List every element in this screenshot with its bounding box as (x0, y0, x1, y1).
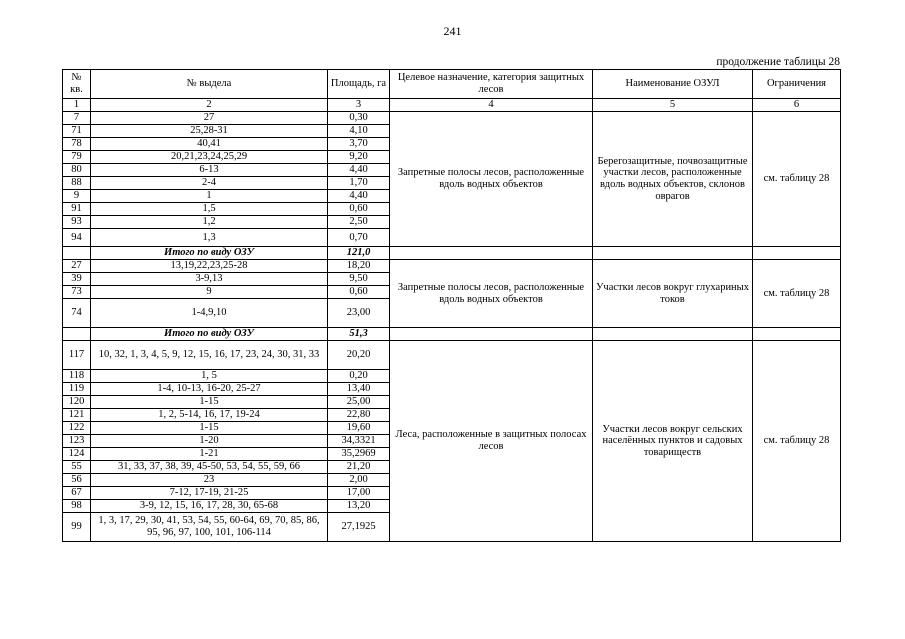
kv-cell: 122 (63, 422, 91, 435)
area-cell: 0,70 (328, 229, 390, 247)
total-row (63, 328, 841, 341)
area-cell: 4,40 (328, 164, 390, 177)
column-number-row (63, 99, 841, 112)
header-cell: № кв. (63, 70, 91, 99)
column-number: 6 (753, 99, 841, 112)
kv-cell: 80 (63, 164, 91, 177)
kv-cell: 73 (63, 286, 91, 299)
vydel-cell: 31, 33, 37, 38, 39, 45-50, 53, 54, 55, 59, 66 (91, 461, 328, 474)
total-value: 121,0 (328, 247, 390, 260)
total-label: Итого по виду ОЗУ (91, 328, 328, 341)
empty-cell (753, 247, 841, 260)
area-cell: 34,3321 (328, 435, 390, 448)
area-cell: 13,20 (328, 500, 390, 513)
vydel-cell: 3-9, 12, 15, 16, 17, 28, 30, 65-68 (91, 500, 328, 513)
area-cell: 0,30 (328, 112, 390, 125)
restriction-cell: см. таблицу 28 (753, 341, 841, 542)
kv-cell: 39 (63, 273, 91, 286)
header-cell: Ограничения (753, 70, 841, 99)
total-label: Итого по виду ОЗУ (91, 247, 328, 260)
empty-cell (63, 328, 91, 341)
area-cell: 0,60 (328, 286, 390, 299)
vydel-cell: 1-15 (91, 422, 328, 435)
kv-cell: 119 (63, 383, 91, 396)
purpose-cell: Запретные полосы лесов, расположенные вдоль водных объектов (390, 260, 593, 328)
kv-cell: 121 (63, 409, 91, 422)
area-cell: 23,00 (328, 299, 390, 328)
area-cell: 9,50 (328, 273, 390, 286)
kv-cell: 124 (63, 448, 91, 461)
area-cell: 3,70 (328, 138, 390, 151)
vydel-cell: 7-12, 17-19, 21-25 (91, 487, 328, 500)
kv-cell: 91 (63, 203, 91, 216)
vydel-cell: 1-4,9,10 (91, 299, 328, 328)
kv-cell: 7 (63, 112, 91, 125)
area-cell: 17,00 (328, 487, 390, 500)
total-row (63, 247, 841, 260)
kv-cell: 117 (63, 341, 91, 370)
kv-cell: 55 (63, 461, 91, 474)
kv-cell: 74 (63, 299, 91, 328)
area-cell: 13,40 (328, 383, 390, 396)
vydel-cell: 1, 5 (91, 370, 328, 383)
vydel-cell: 1-15 (91, 396, 328, 409)
header-cell: Площадь, га (328, 70, 390, 99)
empty-cell (390, 247, 593, 260)
table-continuation-note: продолжение таблицы 28 (716, 56, 840, 68)
kv-cell: 98 (63, 500, 91, 513)
vydel-cell: 1,5 (91, 203, 328, 216)
column-number: 4 (390, 99, 593, 112)
column-number: 1 (63, 99, 91, 112)
vydel-cell: 10, 32, 1, 3, 4, 5, 9, 12, 15, 16, 17, 23, 24, 30, 31, 33 (91, 341, 328, 370)
kv-cell: 9 (63, 190, 91, 203)
area-cell: 1,70 (328, 177, 390, 190)
ozul-cell: Берегозащитные, почвозащитные участки лесов, расположенные вдоль водных объектов, склонов оврагов (593, 112, 753, 247)
header-cell: Целевое назначение, категория защитных лесов (390, 70, 593, 99)
area-cell: 4,10 (328, 125, 390, 138)
restriction-cell: см. таблицу 28 (753, 112, 841, 247)
kv-cell: 56 (63, 474, 91, 487)
vydel-cell: 27 (91, 112, 328, 125)
vydel-cell: 1-21 (91, 448, 328, 461)
kv-cell: 94 (63, 229, 91, 247)
vydel-cell: 9 (91, 286, 328, 299)
area-cell: 4,40 (328, 190, 390, 203)
vydel-cell: 2-4 (91, 177, 328, 190)
area-cell: 0,60 (328, 203, 390, 216)
column-number: 5 (593, 99, 753, 112)
vydel-cell: 25,28-31 (91, 125, 328, 138)
vydel-cell: 1-20 (91, 435, 328, 448)
empty-cell (753, 328, 841, 341)
area-cell: 20,20 (328, 341, 390, 370)
kv-cell: 79 (63, 151, 91, 164)
area-cell: 2,50 (328, 216, 390, 229)
ozul-cell: Участки лесов вокруг глухариных токов (593, 260, 753, 328)
area-cell: 21,20 (328, 461, 390, 474)
area-cell: 22,80 (328, 409, 390, 422)
area-cell: 35,2969 (328, 448, 390, 461)
kv-cell: 88 (63, 177, 91, 190)
vydel-cell: 1, 3, 17, 29, 30, 41, 53, 54, 55, 60-64, 69, 70, 85, 86, 95, 96, 97, 100, 101, 106-114 (91, 513, 328, 542)
forest-table (62, 69, 841, 542)
empty-cell (63, 247, 91, 260)
vydel-cell: 20,21,23,24,25,29 (91, 151, 328, 164)
kv-cell: 93 (63, 216, 91, 229)
restriction-cell: см. таблицу 28 (753, 260, 841, 328)
table-row (63, 112, 841, 125)
kv-cell: 120 (63, 396, 91, 409)
vydel-cell: 6-13 (91, 164, 328, 177)
ozul-cell: Участки лесов вокруг сельских населённых пунктов и садовых товариществ (593, 341, 753, 542)
kv-cell: 67 (63, 487, 91, 500)
area-cell: 0,20 (328, 370, 390, 383)
header-cell: Наименование ОЗУЛ (593, 70, 753, 99)
purpose-cell: Леса, расположенные в защитных полосах лесов (390, 341, 593, 542)
column-number: 3 (328, 99, 390, 112)
table-row (63, 341, 841, 370)
page-number: 241 (443, 24, 462, 38)
kv-cell: 71 (63, 125, 91, 138)
total-value: 51,3 (328, 328, 390, 341)
column-number: 2 (91, 99, 328, 112)
area-cell: 27,1925 (328, 513, 390, 542)
kv-cell: 27 (63, 260, 91, 273)
purpose-cell: Запретные полосы лесов, расположенные вдоль водных объектов (390, 112, 593, 247)
table-row (63, 260, 841, 273)
header-row (63, 70, 841, 99)
kv-cell: 123 (63, 435, 91, 448)
area-cell: 19,60 (328, 422, 390, 435)
kv-cell: 118 (63, 370, 91, 383)
vydel-cell: 1 (91, 190, 328, 203)
header-cell: № выдела (91, 70, 328, 99)
kv-cell: 99 (63, 513, 91, 542)
vydel-cell: 1,2 (91, 216, 328, 229)
empty-cell (593, 247, 753, 260)
area-cell: 2,00 (328, 474, 390, 487)
vydel-cell: 13,19,22,23,25-28 (91, 260, 328, 273)
empty-cell (593, 328, 753, 341)
vydel-cell: 1, 2, 5-14, 16, 17, 19-24 (91, 409, 328, 422)
area-cell: 9,20 (328, 151, 390, 164)
vydel-cell: 1-4, 10-13, 16-20, 25-27 (91, 383, 328, 396)
kv-cell: 78 (63, 138, 91, 151)
vydel-cell: 23 (91, 474, 328, 487)
vydel-cell: 40,41 (91, 138, 328, 151)
vydel-cell: 3-9,13 (91, 273, 328, 286)
area-cell: 18,20 (328, 260, 390, 273)
empty-cell (390, 328, 593, 341)
area-cell: 25,00 (328, 396, 390, 409)
vydel-cell: 1,3 (91, 229, 328, 247)
